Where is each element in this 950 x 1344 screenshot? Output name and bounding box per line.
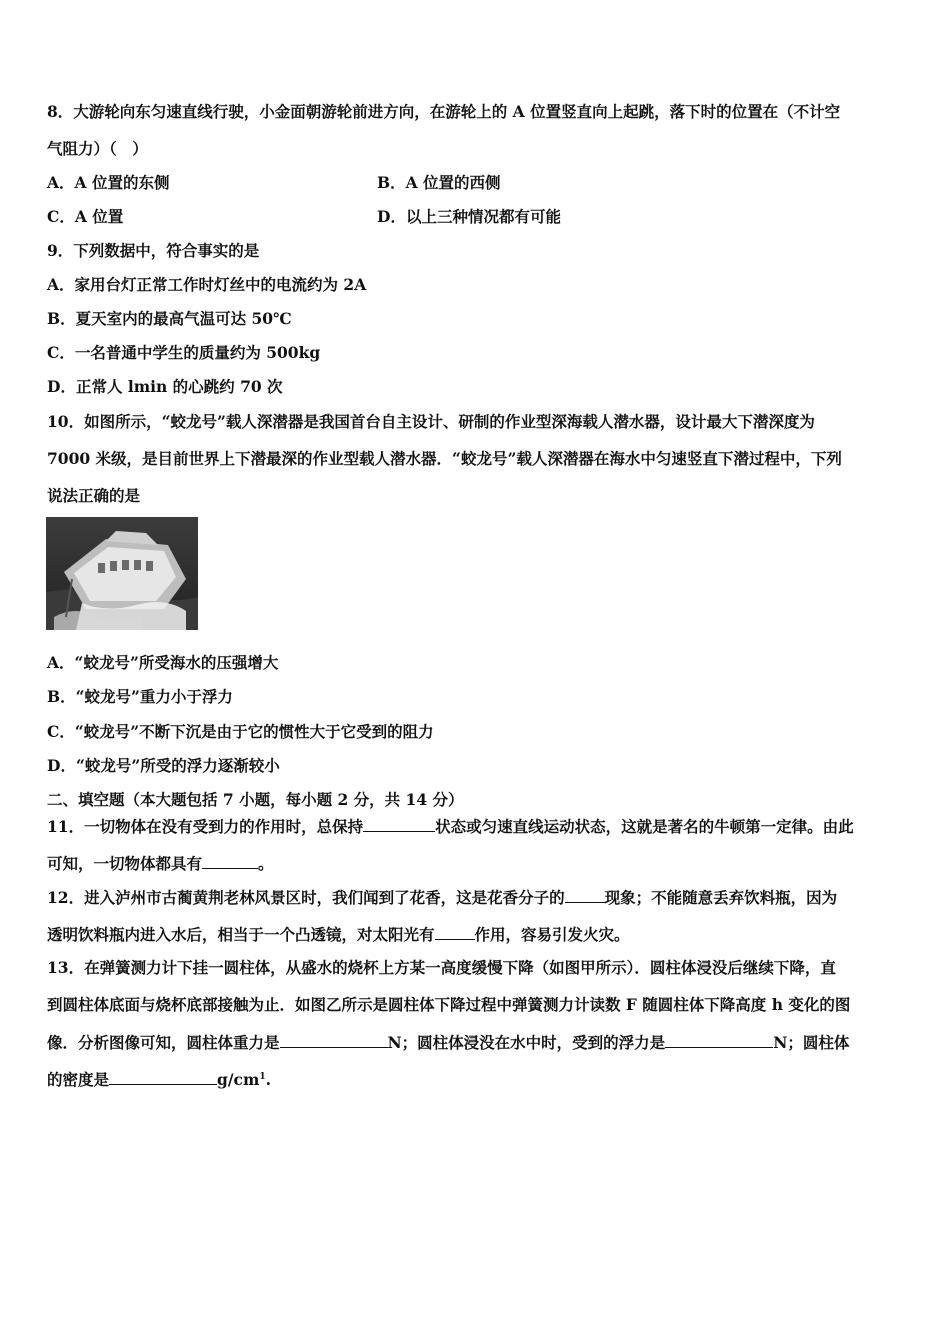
answer-blank[interactable] (565, 886, 605, 903)
q13-line4 (47, 1068, 271, 1091)
q8-option-a: A．A 位置的东侧 (47, 173, 170, 192)
q10-stem-line3: 说法正确的是 (47, 486, 141, 505)
q11-text: 11．一切物体在没有受到力的作用时，总保持 (47, 817, 364, 836)
q9-option-a: A．家用台灯正常工作时灯丝中的电流约为 2A (47, 275, 367, 294)
q13-line3 (47, 1031, 849, 1054)
answer-blank[interactable] (363, 815, 435, 832)
q11-text: 。 (258, 854, 274, 873)
answer-blank[interactable] (202, 852, 258, 869)
q11-text: 可知，一切物体都具有 (47, 854, 203, 873)
submersible-photo (46, 517, 198, 630)
answer-blank[interactable] (280, 1031, 388, 1048)
q13-text: 的密度是 (47, 1070, 110, 1089)
q12-text: 作用，容易引发火灾。 (474, 925, 630, 944)
q9-option-c: C．一名普通中学生的质量约为 500kg (47, 343, 321, 362)
q10-stem-line1: 10．如图所示，“蛟龙号”载人深潜器是我国首台自主设计、研制的作业型深海载人潜水器，设计最大下潜深度为 (47, 412, 815, 431)
q10-option-a: A．“蛟龙号”所受海水的压强增大 (47, 653, 279, 672)
q11-text: 状态或匀速直线运动状态，这就是著名的牛顿第一定律。由此 (435, 817, 854, 836)
section-heading: 二、填空题（本大题包括 7 小题，每小题 2 分，共 14 分） (47, 790, 464, 809)
q12-text: 透明饮料瓶内进入水后，相当于一个凸透镜，对太阳光有 (47, 925, 435, 944)
q13-text: 像．分析图像可知，圆柱体重力是 (47, 1033, 280, 1052)
q12-line2 (47, 923, 630, 946)
q11-line1 (47, 815, 854, 838)
q13-text: N；圆柱体 (773, 1033, 850, 1052)
q8-option-d: D．以上三种情况都有可能 (377, 207, 561, 226)
answer-blank[interactable] (109, 1068, 217, 1085)
q10-stem-line2: 7000 米级，是目前世界上下潜最深的作业型载人潜水器．“蛟龙号”载人深潜器在海水中匀速竖直下潜过程中，下列 (47, 449, 842, 468)
answer-blank[interactable] (435, 923, 475, 940)
q8-stem-line1: 8．大游轮向东匀速直线行驶，小金面朝游轮前进方向，在游轮上的 A 位置竖直向上起跳，落下时的位置在（不计空 (47, 102, 841, 121)
q13-line2: 到圆柱体底面与烧杯底部接触为止．如图乙所示是圆柱体下降过程中弹簧测力计读数 F 随圆柱体下降高度 h 变化的图 (47, 995, 851, 1014)
q11-line2 (47, 852, 274, 875)
q13-unit: g/cm (217, 1070, 260, 1089)
answer-blank[interactable] (665, 1031, 773, 1048)
q10-option-b: B．“蛟龙号”重力小于浮力 (47, 687, 233, 706)
q12-text: 12．进入泸州市古蔺黄荆老林风景区时，我们闻到了花香，这是花香分子的 (47, 888, 565, 907)
q12-text: 现象；不能随意丢弃饮料瓶，因为 (604, 888, 838, 907)
q8-option-b: B．A 位置的西侧 (377, 173, 501, 192)
q10-option-c: C．“蛟龙号”不断下沉是由于它的惯性大于它受到的阻力 (47, 722, 434, 741)
q12-line1 (47, 886, 837, 909)
q9-option-b: B．夏天室内的最高气温可达 50℃ (47, 309, 292, 328)
q13-text: . (265, 1070, 272, 1089)
q13-text: N；圆柱体浸没在水中时，受到的浮力是 (387, 1033, 666, 1052)
q8-stem-line2: 气阻力）（ ） (47, 139, 148, 158)
q8-option-c: C．A 位置 (47, 207, 124, 226)
q10-option-d: D．“蛟龙号”所受的浮力逐渐较小 (47, 756, 280, 775)
q9-stem: 9．下列数据中，符合事实的是 (47, 241, 260, 260)
q9-option-d: D．正常人 lmin 的心跳约 70 次 (47, 377, 283, 396)
q13-unit-exponent: 1 (259, 1071, 266, 1082)
q13-line1: 13．在弹簧测力计下挂一圆柱体，从盛水的烧杯上方某一高度缓慢下降（如图甲所示）．圆柱体浸没后继续下降，直 (47, 958, 836, 977)
